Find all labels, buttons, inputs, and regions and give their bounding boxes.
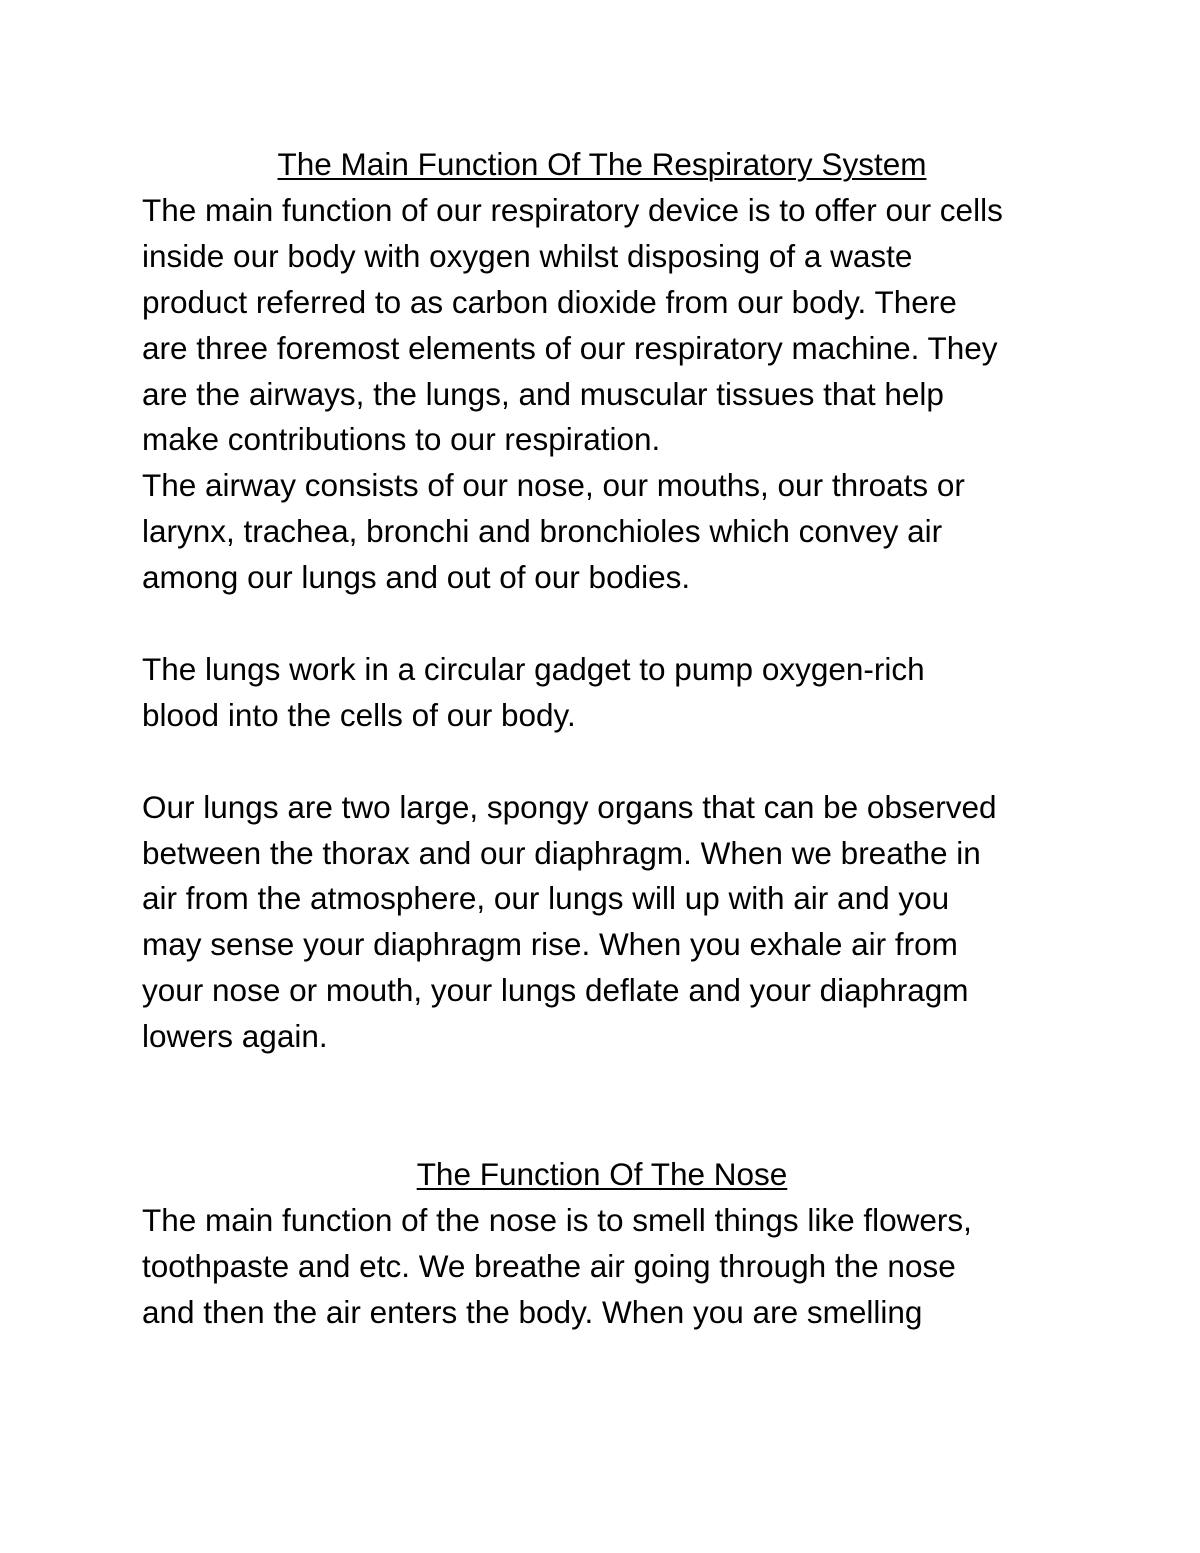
paragraph-lungs-organs: Our lungs are two large, spongy organs that can be observed between the thorax and our diaphragm. When we breathe in air from the atmosphere, our lungs will up with air and you may sense your diaphragm rise. When you exhale air from your nose or mouth, your lungs deflate and your diaphragm lowers again. [142, 788, 997, 1055]
blank-line [142, 1106, 1062, 1152]
paragraph-airway: The airway consists of our nose, our mouths, our throats or larynx, trachea, bronchi and bronchioles which convey air among our lungs and out of our bodies. [142, 467, 965, 596]
document-page [142, 142, 1062, 1336]
paragraph-respiratory-function: The main function of our respiratory device is to offer our cells inside our body with oxygen whilst disposing of a waste product referred to as carbon dioxide from our body. There are three foremost elements of our respiratory machine. They are the airways, the lungs, and muscular tissues that help make contributions to our respiration. [142, 191, 1003, 458]
section-heading-nose: The Function Of The Nose [416, 1155, 788, 1192]
paragraph-lungs-pump: The lungs work in a circular gadget to pump oxygen-rich blood into the cells of our body. [142, 650, 925, 733]
blank-line [142, 739, 1062, 785]
blank-line [142, 1060, 1062, 1106]
blank-line [142, 601, 1062, 647]
section-heading-respiratory-system: The Main Function Of The Respiratory System [277, 146, 927, 182]
paragraph-nose-function: The main function of the nose is to smell things like flowers, toothpaste and etc. We breathe air going through the nose and then the air enters the body. When you are smelling [142, 1201, 972, 1330]
